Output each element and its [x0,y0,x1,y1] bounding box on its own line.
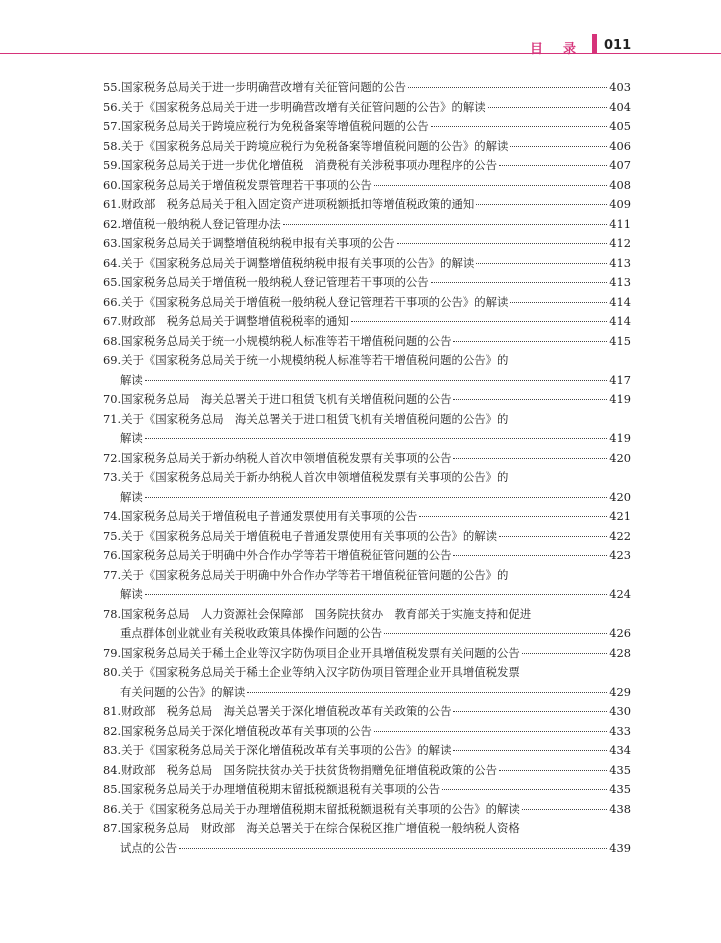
toc-entry-line [103,176,631,196]
dot-leader [419,516,607,517]
toc-entry-number: 73. [103,470,122,484]
toc-entry-title: 增值税一般纳税人登记管理办法 [121,216,281,231]
toc-entry-page: 419 [609,392,631,406]
toc-entry-line [103,410,631,430]
toc-entry-page: 403 [609,80,631,94]
toc-entry-line [103,663,631,683]
toc-entry[interactable] [103,254,631,274]
toc-entry[interactable] [103,390,631,410]
page-number: 011 [604,38,632,53]
toc-entry-line [103,156,631,176]
toc-entry-line [103,644,631,664]
dot-leader [283,224,607,225]
toc-entry-page: 421 [609,509,631,523]
toc-entry-number: 65. [103,275,122,289]
toc-entry[interactable] [103,156,631,176]
toc-entry-page: 405 [609,119,631,133]
toc-entry-page: 439 [609,840,631,855]
toc-entry-page: 415 [609,333,631,348]
toc-entry-line [103,137,631,157]
toc-entry-number: 62. [103,216,122,231]
toc-entry-line [103,468,631,488]
dot-leader [453,555,607,556]
toc-entry-line [103,819,631,839]
toc-entry-title: 解读 [120,431,143,445]
toc-entry-number: 78. [103,606,122,621]
toc-entry-line [103,78,631,98]
toc-entry[interactable] [103,273,631,293]
toc-entry-line [103,117,631,137]
toc-entry-page: 438 [609,801,631,816]
dot-leader [145,380,607,381]
toc-entry-number: 55. [103,80,122,94]
toc-entry-line [103,741,631,761]
section-title-char-2: 录 [563,42,579,57]
toc-entry-page: 420 [609,450,631,465]
toc-entry[interactable] [103,722,631,742]
toc-entry-title: 关于《国家税务总局关于调整增值税纳税申报有关事项的公告》的解读 [121,255,475,270]
toc-entry-number: 74. [103,509,122,523]
toc-entry-number: 69. [103,353,122,367]
toc-entry-number: 81. [103,704,122,718]
toc-entry[interactable] [103,566,631,605]
toc-entry[interactable] [103,819,631,858]
toc-entry-title: 国家税务总局关于深化增值税改革有关事项的公告 [121,723,372,738]
dot-leader [442,789,607,790]
toc-entry-number: 61. [103,197,122,211]
toc-entry-title: 试点的公告 [120,840,177,855]
toc-entry-title: 有关问题的公告》的解读 [120,684,246,699]
dot-leader [179,848,607,849]
toc-entry[interactable] [103,176,631,196]
toc-entry-page: 407 [609,158,631,172]
toc-entry-title: 解读 [120,489,143,504]
dot-leader [397,243,607,244]
toc-entry-number: 70. [103,392,122,406]
page-header [0,0,721,60]
toc-entry[interactable] [103,663,631,702]
toc-entry-title: 财政部 税务总局关于租入固定资产进项税额抵扣等增值税政策的通知 [121,197,475,211]
toc-entry-page: 435 [609,782,631,796]
dot-leader [488,107,607,108]
toc-entry[interactable] [103,780,631,800]
dot-leader [247,692,607,693]
toc-entry-line [103,293,631,313]
toc-entry[interactable] [103,351,631,390]
toc-entry-number: 79. [103,645,122,660]
toc-entry-title: 国家税务总局关于进一步明确营改增有关征管问题的公告 [121,80,406,94]
section-title-char-1: 目 [530,42,546,57]
toc-entry-number: 86. [103,801,122,816]
toc-entry-page: 417 [609,372,631,387]
toc-entry[interactable] [103,800,631,820]
table-of-contents [103,78,631,858]
dot-leader [145,438,607,439]
toc-entry[interactable] [103,215,631,235]
dot-leader [351,321,607,322]
toc-entry-page: 435 [609,762,631,777]
dot-leader [510,146,607,147]
dot-leader [145,594,607,595]
toc-entry-line [103,273,631,293]
toc-entry-title: 国家税务总局关于稀土企业等汉字防伪项目企业开具增值税发票有关问题的公告 [121,645,520,660]
dot-leader [431,126,607,127]
toc-entry-title: 国家税务总局关于新办纳税人首次申领增值税发票有关事项的公告 [121,450,452,465]
toc-entry-title: 国家税务总局 财政部 海关总署关于在综合保税区推广增值税一般纳税人资格 [121,821,520,835]
toc-entry-page: 426 [609,626,631,640]
dot-leader [499,770,607,771]
toc-entry-title: 国家税务总局关于办理增值税期末留抵税额退税有关事项的公告 [121,782,441,796]
toc-entry-title: 关于《国家税务总局 海关总署关于进口租赁飞机有关增值税问题的公告》的 [121,411,509,426]
toc-entry-line [103,449,631,469]
toc-entry[interactable] [103,468,631,507]
toc-entry-title: 财政部 税务总局关于调整增值税税率的通知 [121,314,349,328]
toc-entry-continuation [103,624,631,644]
toc-entry[interactable] [103,78,631,98]
toc-entry-line [103,800,631,820]
toc-entry-line [103,312,631,332]
dot-leader [499,165,607,166]
toc-entry-line [103,215,631,235]
toc-entry-line [103,702,631,722]
dot-leader [408,87,607,88]
toc-entry-page: 422 [609,528,631,543]
toc-entry-title: 关于《国家税务总局关于新办纳税人首次申领增值税发票有关事项的公告》的 [121,470,509,484]
toc-entry-line [103,195,631,215]
toc-entry-number: 71. [103,411,122,426]
toc-entry-number: 60. [103,177,122,192]
toc-entry-title: 国家税务总局关于统一小规模纳税人标准等若干增值税问题的公告 [121,333,452,348]
toc-entry[interactable] [103,332,631,352]
toc-entry-number: 58. [103,138,122,153]
toc-entry-number: 76. [103,548,122,562]
header-bar-marker [592,34,597,54]
dot-leader [499,536,607,537]
toc-entry[interactable] [103,702,631,722]
toc-entry-number: 67. [103,314,122,328]
dot-leader [145,497,607,498]
toc-entry-page: 404 [609,99,631,114]
toc-entry[interactable] [103,117,631,137]
toc-entry-line [103,761,631,781]
toc-entry-title: 关于《国家税务总局关于办理增值税期末留抵税额退税有关事项的公告》的解读 [121,801,520,816]
dot-leader [453,711,607,712]
toc-entry-page: 430 [609,704,631,718]
toc-entry-page: 411 [609,216,631,231]
toc-entry-number: 63. [103,236,122,250]
header-rule [0,53,721,54]
toc-entry-title: 国家税务总局关于增值税发票管理若干事项的公告 [121,177,372,192]
toc-entry[interactable] [103,741,631,761]
toc-entry-continuation [103,683,631,703]
toc-entry-line [103,507,631,527]
toc-entry-title: 国家税务总局 人力资源社会保障部 国务院扶贫办 教育部关于实施支持和促进 [121,606,532,621]
toc-entry-page: 412 [609,236,631,250]
dot-leader [476,263,607,264]
toc-entry-number: 83. [103,743,122,757]
toc-entry-number: 59. [103,158,122,172]
toc-entry-number: 72. [103,450,122,465]
toc-entry-line [103,254,631,274]
toc-entry-title: 财政部 税务总局 海关总署关于深化增值税改革有关政策的公告 [121,704,452,718]
toc-entry-number: 77. [103,567,122,582]
toc-entry[interactable] [103,644,631,664]
section-title [530,38,578,57]
toc-entry-line [103,234,631,254]
toc-entry-page: 424 [609,587,631,601]
toc-entry[interactable] [103,312,631,332]
toc-entry-line [103,390,631,410]
dot-leader [431,282,607,283]
toc-entry-line [103,351,631,371]
toc-entry-page: 409 [609,197,631,211]
toc-entry-page: 420 [609,489,631,504]
toc-entry-number: 64. [103,255,122,270]
toc-entry-continuation [103,488,631,508]
toc-entry-title: 国家税务总局 海关总署关于进口租赁飞机有关增值税问题的公告 [121,392,452,406]
toc-entry-page: 414 [609,294,631,309]
toc-entry-line [103,722,631,742]
toc-entry[interactable] [103,98,631,118]
toc-entry-number: 80. [103,665,122,679]
toc-entry[interactable] [103,293,631,313]
toc-entry[interactable] [103,234,631,254]
toc-entry-continuation [103,371,631,391]
toc-entry-page: 419 [609,431,631,445]
toc-entry-title: 解读 [120,587,143,601]
toc-entry-page: 423 [609,548,631,562]
toc-entry-title: 重点群体创业就业有关税收政策具体操作问题的公告 [120,626,382,640]
toc-entry-title: 国家税务总局关于明确中外合作办学等若干增值税征管问题的公告 [121,548,452,562]
toc-entry-title: 关于《国家税务总局关于进一步明确营改增有关征管问题的公告》的解读 [121,99,486,114]
toc-entry-line [103,605,631,625]
toc-entry-continuation [103,429,631,449]
toc-entry[interactable] [103,137,631,157]
dot-leader [374,731,607,732]
toc-entry-number: 66. [103,294,122,309]
toc-entry-number: 84. [103,762,122,777]
toc-entry-title: 关于《国家税务总局关于跨境应税行为免税备案等增值税问题的公告》的解读 [121,138,509,153]
toc-entry-continuation [103,585,631,605]
toc-entry-page: 408 [609,177,631,192]
toc-entry[interactable] [103,546,631,566]
toc-entry-continuation [103,839,631,859]
dot-leader [510,302,607,303]
dot-leader [476,204,607,205]
toc-entry-title: 关于《国家税务总局关于增值税一般纳税人登记管理若干事项的公告》的解读 [121,294,509,309]
toc-entry[interactable] [103,761,631,781]
toc-entry-title: 关于《国家税务总局关于稀土企业等纳入汉字防伪项目管理企业开具增值税发票 [121,665,520,679]
toc-entry[interactable] [103,605,631,644]
toc-entry-line [103,566,631,586]
dot-leader [522,809,607,810]
toc-entry-page: 413 [609,255,631,270]
toc-entry-page: 434 [609,743,631,757]
toc-entry[interactable] [103,527,631,547]
toc-entry-number: 68. [103,333,122,348]
toc-entry-title: 关于《国家税务总局关于明确中外合作办学等若干增值税征管问题的公告》的 [121,567,509,582]
toc-entry-title: 国家税务总局关于增值税电子普通发票使用有关事项的公告 [121,509,418,523]
dot-leader [374,185,607,186]
toc-entry-page: 414 [609,314,631,328]
toc-entry[interactable] [103,195,631,215]
toc-entry-number: 56. [103,99,122,114]
toc-entry-line [103,546,631,566]
toc-entry[interactable] [103,507,631,527]
toc-entry-line [103,527,631,547]
toc-entry-page: 413 [609,275,631,289]
dot-leader [453,341,607,342]
toc-entry-number: 57. [103,119,122,133]
toc-entry-line [103,780,631,800]
toc-entry-title: 国家税务总局关于调整增值税纳税申报有关事项的公告 [121,236,395,250]
dot-leader [453,458,607,459]
toc-entry[interactable] [103,449,631,469]
dot-leader [522,653,607,654]
toc-entry-title: 国家税务总局关于增值税一般纳税人登记管理若干事项的公告 [121,275,429,289]
toc-entry[interactable] [103,410,631,449]
toc-entry-number: 87. [103,821,122,835]
toc-entry-line [103,98,631,118]
toc-entry-title: 关于《国家税务总局关于增值税电子普通发票使用有关事项的公告》的解读 [121,528,498,543]
toc-entry-page: 406 [609,138,631,153]
dot-leader [384,633,607,634]
toc-entry-line [103,332,631,352]
toc-entry-page: 428 [609,645,631,660]
toc-entry-title: 财政部 税务总局 国务院扶贫办关于扶贫货物捐赠免征增值税政策的公告 [121,762,498,777]
toc-entry-title: 国家税务总局关于跨境应税行为免税备案等增值税问题的公告 [121,119,429,133]
toc-entry-page: 429 [609,684,631,699]
toc-entry-number: 75. [103,528,122,543]
toc-entry-number: 85. [103,782,122,796]
dot-leader [453,750,607,751]
toc-entry-title: 国家税务总局关于进一步优化增值税 消费税有关涉税事项办理程序的公告 [121,158,498,172]
dot-leader [453,399,607,400]
toc-entry-page: 433 [609,723,631,738]
toc-entry-title: 关于《国家税务总局关于统一小规模纳税人标准等若干增值税问题的公告》的 [121,353,509,367]
toc-entry-title: 关于《国家税务总局关于深化增值税改革有关事项的公告》的解读 [121,743,452,757]
toc-entry-number: 82. [103,723,122,738]
toc-entry-title: 解读 [120,372,143,387]
